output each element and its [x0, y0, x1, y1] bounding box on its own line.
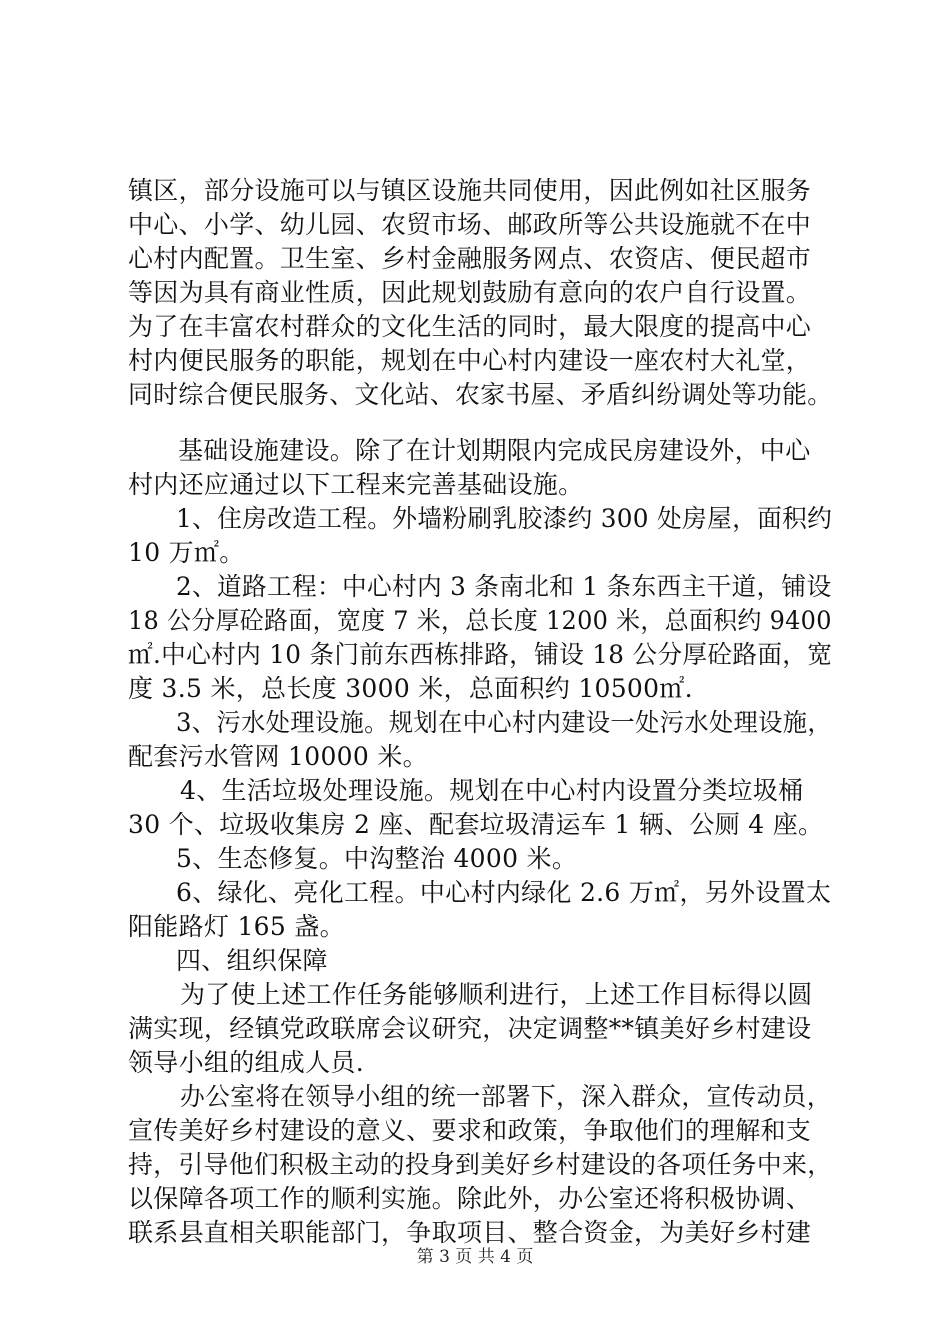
text-line: 村内还应通过以下工程来完善基础设施。 [128, 470, 584, 499]
text-line: 基础设施建设。除了在计划期限内完成民房建设外，中心 [178, 436, 811, 465]
text-line: 10 万㎡。 [128, 538, 245, 567]
text-line: ㎡.中心村内 10 条门前东西栋排路，铺设 18 公分厚砼路面，宽 [128, 640, 833, 669]
text-line: 1、住房改造工程。外墙粉刷乳胶漆约 300 处房屋，面积约 [176, 504, 833, 533]
text-line: 6、绿化、亮化工程。中心村内绿化 2.6 万㎡，另外设置太 [176, 878, 832, 907]
text-line: 3、污水处理设施。规划在中心村内建设一处污水处理设施， [176, 708, 833, 737]
text-line: 中心、小学、幼儿园、农贸市场、邮政所等公共设施就不在中 [128, 210, 812, 239]
text-line: 心村内配置。卫生室、乡村金融服务网点、农资店、便民超市 [128, 244, 812, 273]
text-line: 村内便民服务的职能，规划在中心村内建设一座农村大礼堂， [128, 346, 812, 375]
text-line: 以保障各项工作的顺利实施。除此外，办公室还将积极协调、 [128, 1184, 812, 1213]
text-line: 配套污水管网 10000 米。 [128, 742, 428, 771]
text-line: 5、生态修复。中沟整治 4000 米。 [176, 844, 578, 873]
text-line: 4、生活垃圾处理设施。规划在中心村内设置分类垃圾桶 [180, 776, 804, 805]
text-line: 持，引导他们积极主动的投身到美好乡村建设的各项任务中来， [128, 1150, 833, 1179]
text-line: 联系县直相关职能部门，争取项目、整合资金，为美好乡村建 [128, 1218, 812, 1247]
text-line: 度 3.5 米，总长度 3000 米，总面积约 10500㎡. [128, 674, 693, 703]
text-line: 为了在丰富农村群众的文化生活的同时，最大限度的提高中心 [128, 312, 812, 341]
text-line: 领导小组的组成人员. [128, 1048, 364, 1077]
text-line: 阳能路灯 165 盏。 [128, 912, 345, 941]
text-line: 宣传美好乡村建设的意义、要求和政策，争取他们的理解和支 [128, 1116, 812, 1145]
section-heading: 四、组织保障 [176, 946, 328, 975]
text-line: 30 个、垃圾收集房 2 座、配套垃圾清运车 1 辆、公厕 4 座。 [128, 810, 824, 839]
text-line: 同时综合便民服务、文化站、农家书屋、矛盾纠纷调处等功能。 [128, 380, 833, 409]
text-line: 18 公分厚砼路面，宽度 7 米，总长度 1200 米，总面积约 9400 [128, 606, 832, 635]
text-line: 镇区，部分设施可以与镇区设施共同使用，因此例如社区服务 [128, 176, 812, 205]
page-footer: 第 3 页 共 4 页 [416, 1247, 534, 1267]
text-line: 为了使上述工作任务能够顺利进行，上述工作目标得以圆 [180, 980, 813, 1009]
text-line: 2、道路工程：中心村内 3 条南北和 1 条东西主干道，铺设 [176, 572, 832, 601]
text-line: 等因为具有商业性质，因此规划鼓励有意向的农户自行设置。 [128, 278, 812, 307]
text-line: 办公室将在领导小组的统一部署下，深入群众，宣传动员， [180, 1082, 832, 1111]
text-line: 满实现，经镇党政联席会议研究，决定调整**镇美好乡村建设 [128, 1014, 812, 1043]
